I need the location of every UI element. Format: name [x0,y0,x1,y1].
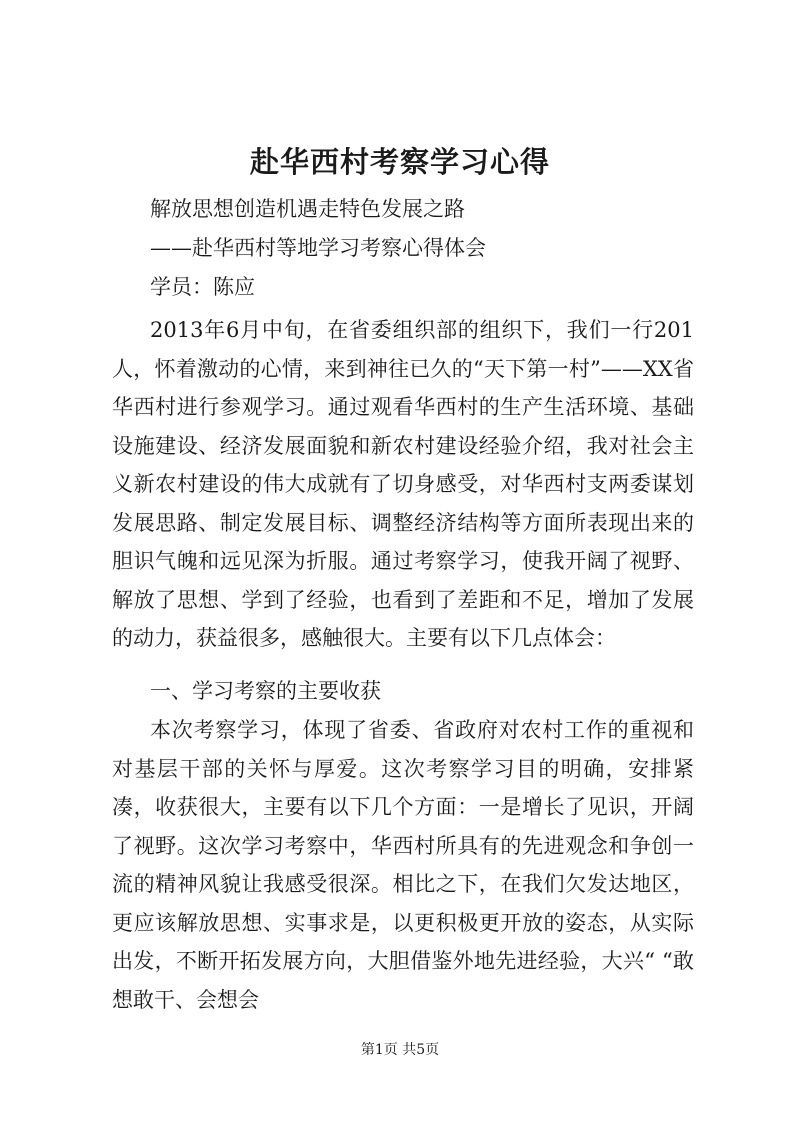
section-heading: 一、学习考察的主要收获 [150,679,381,703]
subtitle-secondary: ——赴华西村等地学习考察心得体会 [150,236,486,260]
subtitle-main: 解放思想创造机遇走特色发展之路 [150,197,465,221]
page-indicator: 第1页 共5页 [360,1042,440,1058]
paragraph-section-1: 本次考察学习，体现了省委、省政府对农村工作的重视和对基层干部的关怀与厚爱。这次考察学习目的明确，安排紧凑，收获很大，主要有以下几个方面：一是增长了见识，开阔了视野。这次学习考察中，华西村所具有的先进观念和争创一流的精神风貌让我感受很深。相比之下，在我们欠发达地区，更应该解放思想、实事求是，以更积极更开放的姿态，从实际出发，不断开拓发展方向，大胆借鉴外地先进经验，大兴“ “敢想敢干、会想会 [112,718,694,1012]
paragraph-intro: 2013年6月中旬，在省委组织部的组织下，我们一行201人，怀着激动的心情，来到神往已久的“天下第一村”——XX省华西村进行参观学习。通过观看华西村的生产生活环境、基础设施建设、经济发展面貌和新农村建设经验介绍，我对社会主义新农村建设的伟大成就有了切身感受，对华西村支两委谋划发展思路、制定发展目标、调整经济结构等方面所表现出来的胆识气魄和远见深为折服。通过考察学习，使我开阔了视野、解放了思想、学到了经验，也看到了差距和不足，增加了发展的动力，获益很多，感触很大。主要有以下几点体会： [112,318,694,650]
document-title: 赴华西村考察学习心得 [249,145,550,179]
author-line: 学员：陈应 [150,275,255,299]
